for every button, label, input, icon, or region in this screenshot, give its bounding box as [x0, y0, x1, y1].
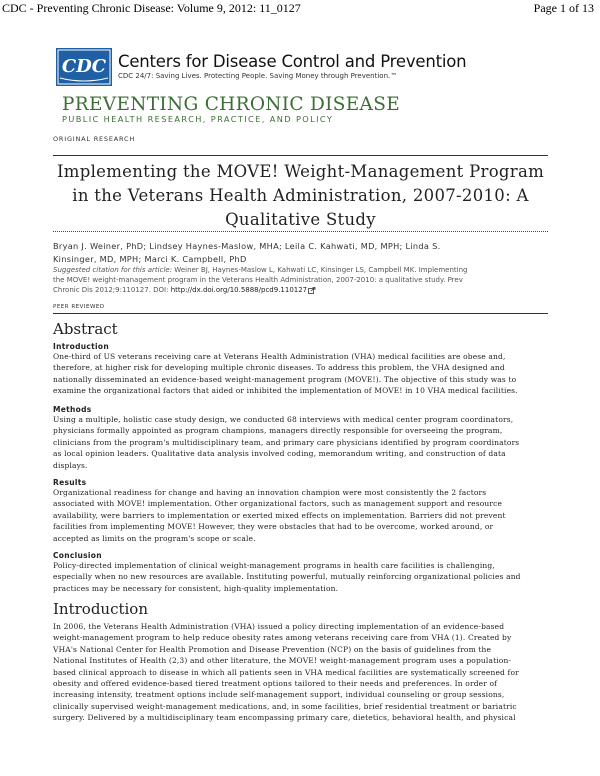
doi-link[interactable]: http://dx.doi.org/10.5888/pcd9.110127	[170, 286, 308, 294]
article-title-line: in the Veterans Health Administration, 2007-2010: A	[72, 186, 529, 205]
introduction-heading: Introduction	[53, 600, 148, 618]
cdc-tagline: CDC 24/7: Saving Lives. Protecting People. Saving Money through Prevention.™	[118, 72, 398, 80]
abstract-results-text: Organizational readiness for change and having an innovation champion were most consistently the 2 factors associated with MOVE! implementation. Other organizational factors, such as management support and resource availability, were barriers to implementation or exerted mixed effects on implementation. Barriers did not prevent facilities from implementing MOVE! However, they were obstacles that had to be overcome, worked around, or accepted as limits on the program's scope or scale.	[53, 488, 506, 543]
abstract-rule	[53, 313, 548, 314]
abstract-results-heading: Results	[53, 478, 87, 487]
abstract-heading: Abstract	[53, 320, 118, 338]
introduction-text: In 2006, the Veterans Health Administration (VHA) issued a policy directing implementation of an evidence-based weight-management program to help reduce obesity rates among veterans receiving care from VHA (1). Created by VHA's National Center for Health Promotion and Disease Prevention (NCP) on the basis of guidelines from the National Institutes of Health (2,3) and other literature, the MOVE! weight-management program uses a population- based clinical approach to disease in which all patients seen in VHA medical facilities are systematically screened for obesity and offered evidence-based tiered treatment options tailored to their needs and preferences. In order of increasing intensity, treatment options include self-management support, individual counseling or group sessions, clinically supervised weight-management medications, and, in some facilities, brief residential treatment or bariatric surgery. Delivered by a multidisciplinary team encompassing primary care, dietetics, behavioral health, and physical	[53, 622, 519, 723]
article-title	[53, 160, 548, 232]
section-label: ORIGINAL RESEARCH	[53, 135, 136, 143]
citation-line: Weiner BJ, Haynes-Maslow L, Kahwati LC, Kinsinger LS, Campbell MK. Implementing	[172, 266, 468, 274]
cdc-logo-text: CDC	[61, 56, 107, 77]
print-header-title: CDC - Preventing Chronic Disease: Volume 9, 2012: 11_0127	[2, 1, 301, 15]
article-title-line: Implementing the MOVE! Weight-Management Program	[56, 162, 545, 181]
title-rule-bottom	[53, 231, 548, 232]
author-line: Kinsinger, MD, MPH; Marci K. Campbell, PhD	[53, 253, 247, 264]
abstract-methods-heading: Methods	[53, 405, 92, 414]
author-line: Bryan J. Weiner, PhD; Lindsey Haynes-Maslow, MHA; Leila C. Kahwati, MD, MPH; Linda S.	[53, 241, 441, 251]
citation-line: the MOVE! weight-management program in the Veterans Health Administration, 2007-2010: a qualitative study. Prev	[53, 276, 463, 284]
abstract-methods-text: Using a multiple, holistic case study design, we conducted 68 interviews with medical center program coordinators, physicians formally appointed as program champions, managers directly responsible for overseeing the program, clinicians from the program's multidisciplinary team, and primary care physicians identified by program coordinators as local opinion leaders. Qualitative data analysis involved coding, memorandum writing, and construction of data displays.	[53, 415, 520, 470]
abstract-conclusion-heading: Conclusion	[53, 551, 102, 560]
cdc-agency-name[interactable]: Centers for Disease Control and Prevention	[118, 52, 467, 71]
citation-line: Chronic Dis 2012;9:110127. DOI:	[53, 286, 171, 294]
journal-title[interactable]: PREVENTING CHRONIC DISEASE	[62, 94, 400, 115]
abstract-introduction-heading: Introduction	[53, 342, 109, 351]
abstract-conclusion-text: Policy-directed implementation of clinical weight-management programs in health care facilities is challenging, especially when no new resources are available. Instituting powerful, mutually reinforcing organizational policies and practices may be necessary for consistent, high-quality implementation.	[53, 561, 521, 593]
abstract-introduction-text: One-third of US veterans receiving care at Veterans Health Administration (VHA) medical facilities are obese and, therefore, at higher risk for developing multiple chronic diseases. To address this problem, the VHA designed and nationally disseminated an evidence-based weight-management program (MOVE!). The objective of this study was to examine the organizational factors that aided or inhibited the implementation of MOVE! in 10 VHA medical facilities.	[53, 352, 518, 396]
title-rule-top	[53, 155, 548, 156]
cdc-logo[interactable]	[56, 48, 112, 86]
print-header-page: Page 1 of 13	[533, 1, 594, 15]
author-list	[53, 240, 548, 265]
external-link-icon[interactable]	[308, 287, 316, 294]
suggested-citation	[53, 265, 548, 295]
citation-label: Suggested citation for this article:	[53, 266, 173, 274]
print-header	[0, 0, 600, 16]
peer-reviewed-label: PEER REVIEWED	[53, 304, 105, 310]
journal-subtitle: PUBLIC HEALTH RESEARCH, PRACTICE, AND POLICY	[62, 114, 334, 124]
article-title-line: Qualitative Study	[225, 210, 376, 229]
